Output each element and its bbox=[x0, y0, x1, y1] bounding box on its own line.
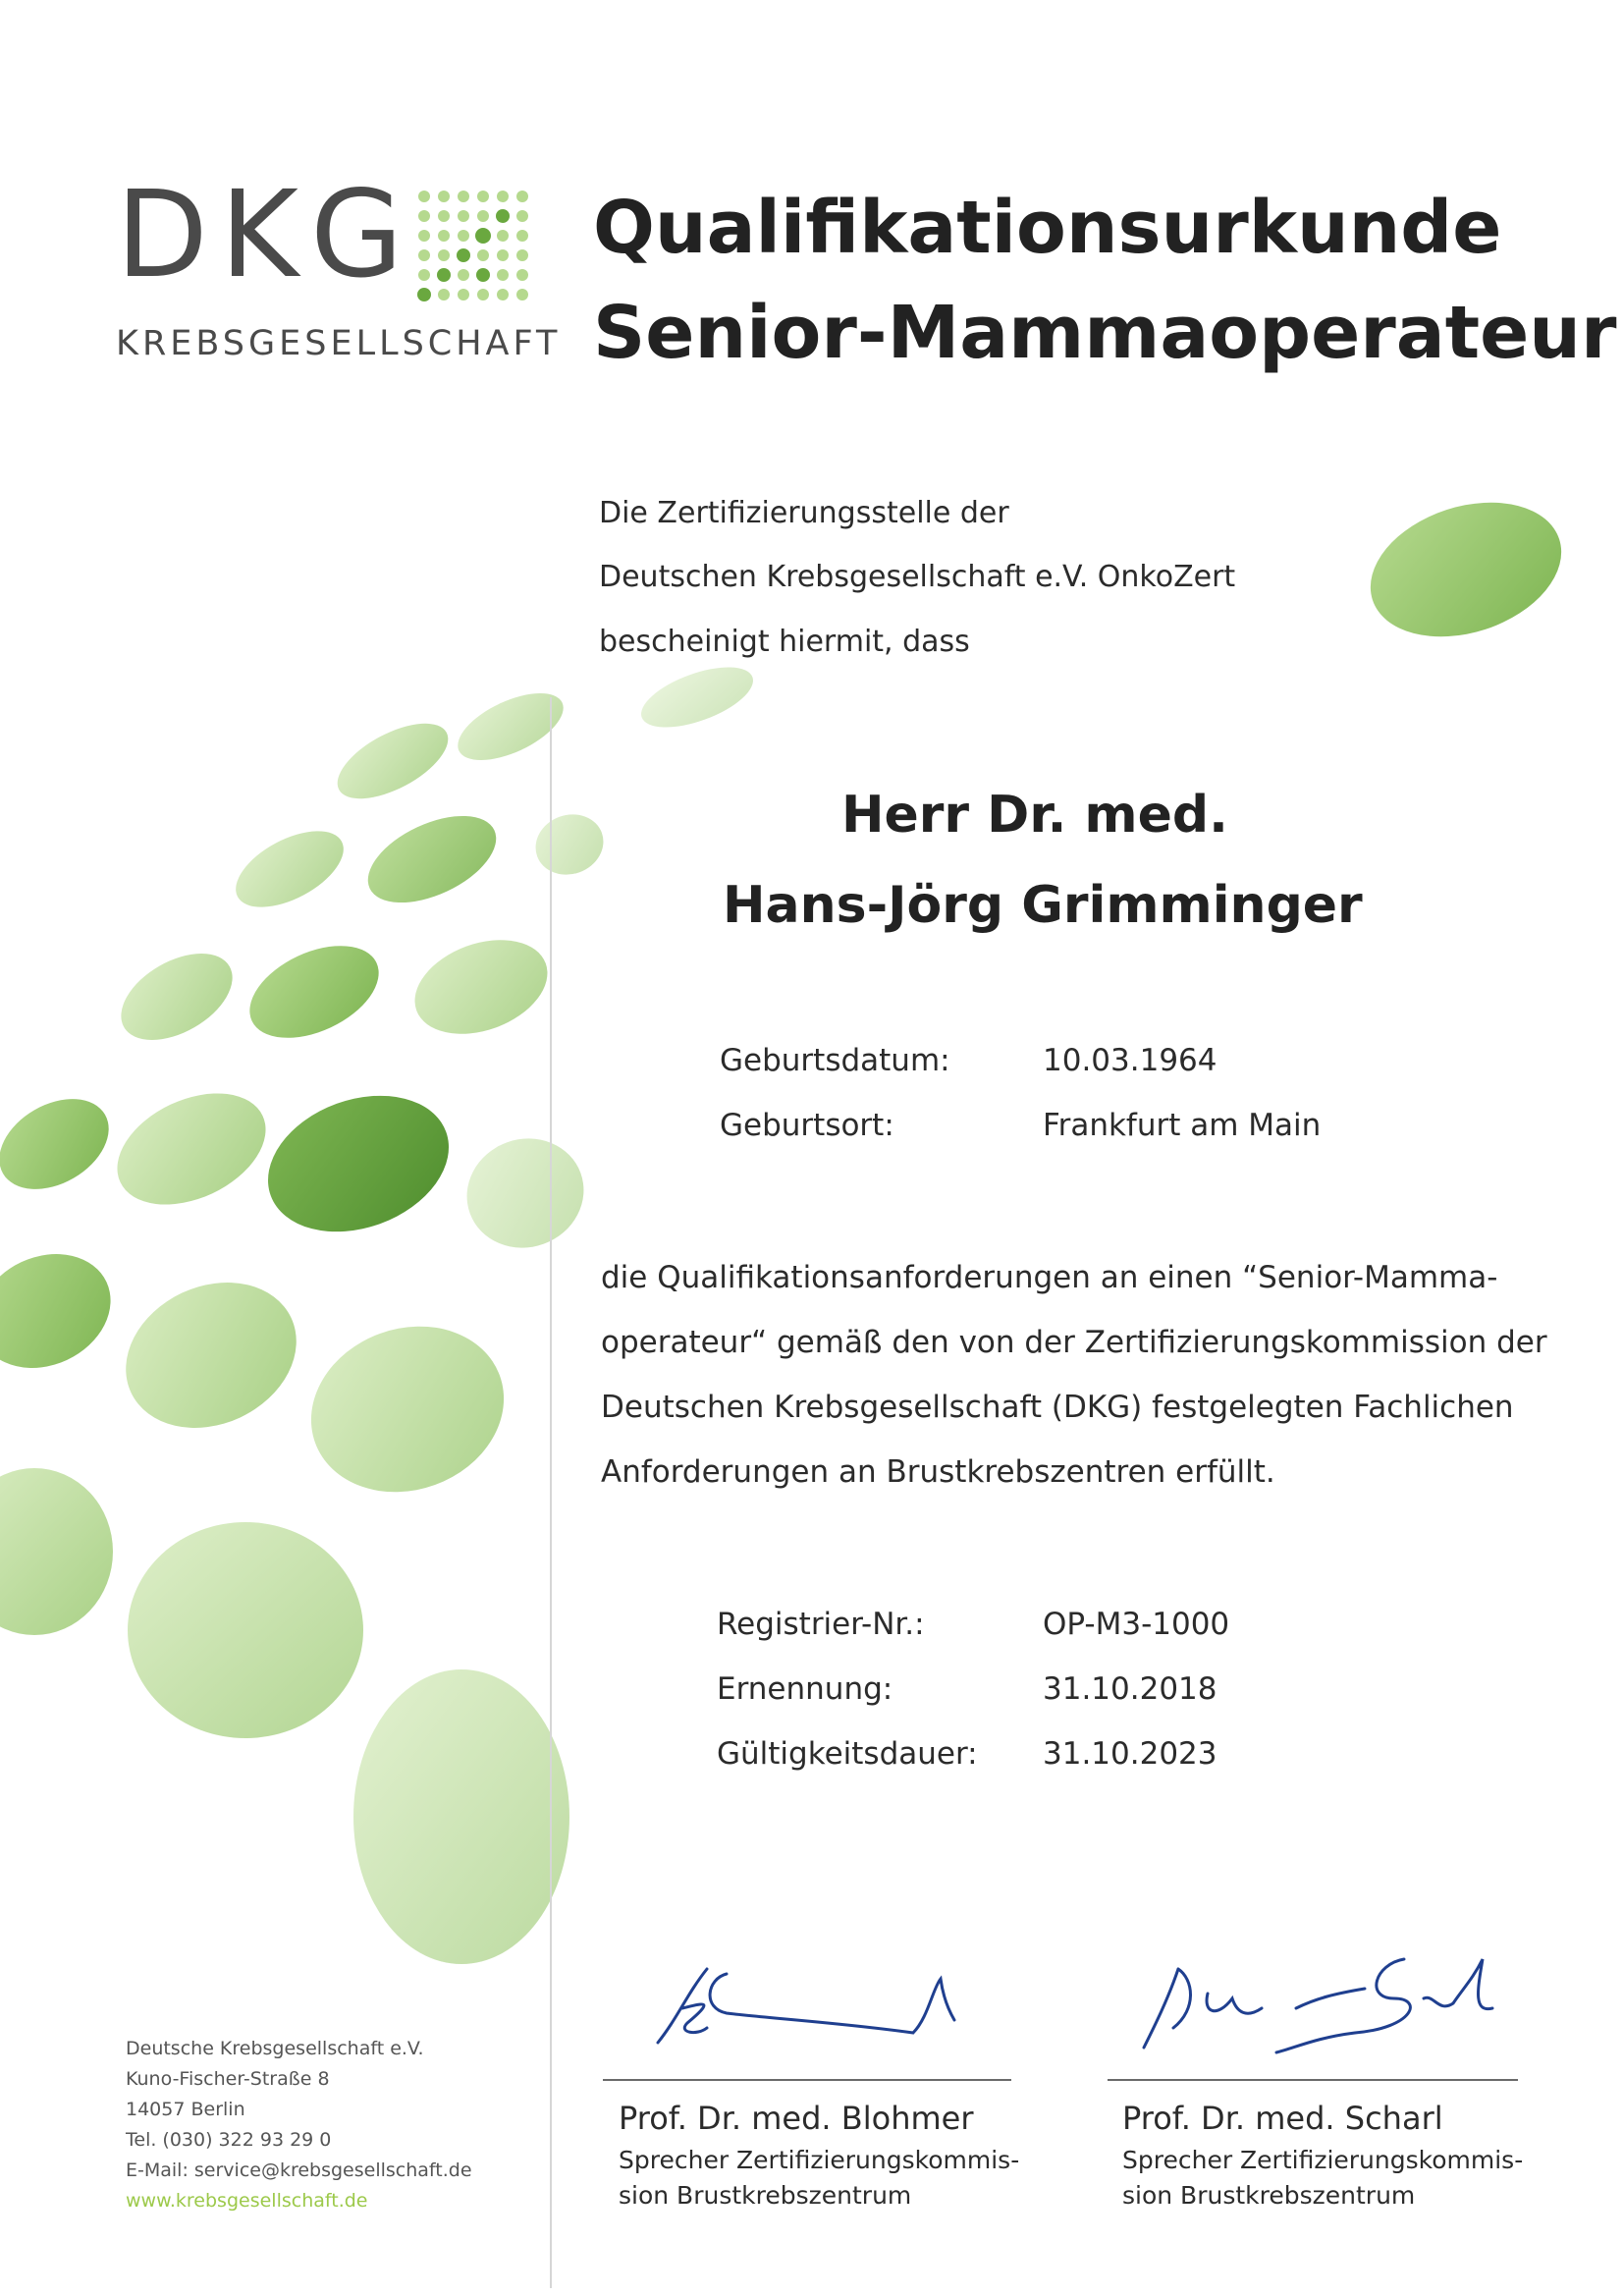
intro-line-2: Deutschen Krebsgesellschaft e.V. OnkoZert bbox=[599, 560, 1236, 594]
registration-number-value: OP-M3-1000 bbox=[1043, 1607, 1230, 1642]
signature-blohmer bbox=[648, 1949, 962, 2057]
statement-line-2: operateur“ gemäß den von der Zertifizierungskommission der bbox=[601, 1325, 1547, 1360]
signature-line-scharl bbox=[1108, 2079, 1518, 2081]
statement-line-4: Anforderungen an Brustkrebszentren erfüllt. bbox=[601, 1454, 1275, 1490]
appointment-value: 31.10.2018 bbox=[1043, 1671, 1217, 1707]
intro-line-3: bescheinigt hiermit, dass bbox=[599, 625, 970, 659]
birthplace-label: Geburtsort: bbox=[720, 1108, 894, 1143]
signature-scharl bbox=[1139, 1940, 1512, 2062]
statement-line-3: Deutschen Krebsgesellschaft (DKG) festgelegten Fachlichen bbox=[601, 1390, 1514, 1425]
registration-number-label: Registrier-Nr.: bbox=[717, 1607, 925, 1642]
recipient-name: Hans-Jörg Grimminger bbox=[723, 876, 1363, 935]
address-org: Deutsche Krebsgesellschaft e.V. bbox=[126, 2038, 424, 2059]
signature-line-blohmer bbox=[603, 2079, 1011, 2081]
certificate-subtitle: Senior-Mammaoperateur bbox=[593, 291, 1617, 375]
intro-line-1: Die Zertifizierungsstelle der bbox=[599, 496, 1009, 530]
signatory-name-blohmer: Prof. Dr. med. Blohmer bbox=[619, 2100, 974, 2137]
signatory-role-scharl-line-2: sion Brustkrebszentrum bbox=[1122, 2181, 1416, 2210]
signatory-role-blohmer-line-2: sion Brustkrebszentrum bbox=[619, 2181, 912, 2210]
appointment-label: Ernennung: bbox=[717, 1671, 893, 1707]
signatory-name-scharl: Prof. Dr. med. Scharl bbox=[1122, 2100, 1443, 2137]
address-email[interactable]: E-Mail: service@krebsgesellschaft.de bbox=[126, 2159, 472, 2181]
birthdate-label: Geburtsdatum: bbox=[720, 1043, 950, 1078]
validity-value: 31.10.2023 bbox=[1043, 1736, 1217, 1772]
certificate-title: Qualifikationsurkunde bbox=[593, 186, 1502, 270]
signatory-role-blohmer-line-1: Sprecher Zertifizierungskommis- bbox=[619, 2146, 1020, 2174]
address-phone: Tel. (030) 322 93 29 0 bbox=[126, 2129, 332, 2151]
statement-line-1: die Qualifikationsanforderungen an einen “Senior-Mamma- bbox=[601, 1260, 1498, 1295]
address-website-link[interactable]: www.krebsgesellschaft.de bbox=[126, 2190, 368, 2212]
recipient-salutation: Herr Dr. med. bbox=[841, 786, 1228, 845]
logo-dot-grid-icon bbox=[416, 189, 534, 306]
logo-subtitle: KREBSGESELLSCHAFT bbox=[116, 324, 562, 363]
birthdate-value: 10.03.1964 bbox=[1043, 1043, 1217, 1078]
vertical-divider bbox=[550, 697, 552, 2288]
address-city: 14057 Berlin bbox=[126, 2099, 245, 2120]
birthplace-value: Frankfurt am Main bbox=[1043, 1108, 1322, 1143]
validity-label: Gültigkeitsdauer: bbox=[717, 1736, 978, 1772]
address-street: Kuno-Fischer-Straße 8 bbox=[126, 2068, 330, 2090]
signatory-role-scharl-line-1: Sprecher Zertifizierungskommis- bbox=[1122, 2146, 1524, 2174]
logo-mark: DKG bbox=[116, 165, 415, 304]
